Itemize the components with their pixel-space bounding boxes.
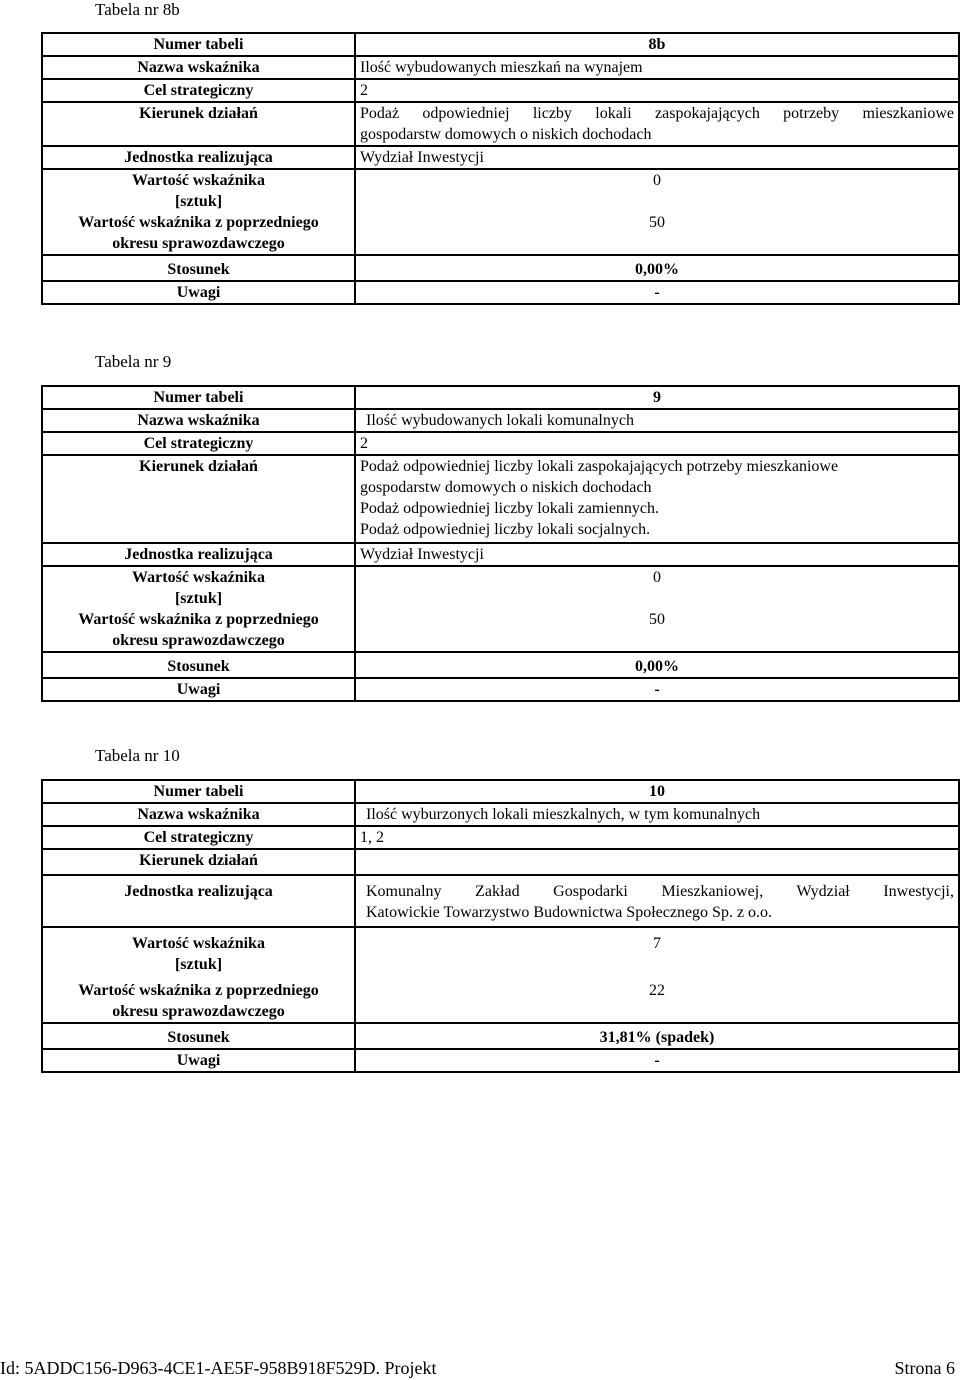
value-jednostka bbox=[355, 875, 959, 927]
value-wartosc: 0 bbox=[653, 569, 661, 586]
label-poprzednia bbox=[42, 609, 355, 652]
value-kierunek bbox=[355, 455, 959, 543]
label-kierunek: Kierunek działań bbox=[42, 102, 355, 146]
value-kierunek bbox=[355, 102, 959, 146]
value-nazwa: Ilość wyburzonych lokali mieszkalnych, w tym komunalnych bbox=[366, 806, 761, 823]
row-poprzednia bbox=[42, 975, 959, 1023]
value-stosunek: 0,00% bbox=[635, 261, 679, 278]
value-numer-tabeli: 10 bbox=[649, 783, 665, 800]
value-cel: 1, 2 bbox=[360, 829, 384, 846]
label-wartosc-unit: [sztuk] bbox=[174, 590, 223, 607]
label-wartosc-line: Wartość wskaźnika bbox=[132, 935, 265, 952]
label-wartosc-line: Wartość wskaźnika bbox=[132, 172, 265, 189]
label-wartosc bbox=[42, 169, 355, 212]
label-wartosc-unit: [sztuk] bbox=[174, 193, 223, 210]
row-kierunek bbox=[42, 849, 959, 875]
kierunek-line: Podaż odpowiedniej liczby lokali zaspokajających potrzeby mieszkaniowe bbox=[360, 105, 954, 122]
kierunek-line: gospodarstw domowych o niskich dochodach bbox=[360, 479, 652, 496]
label-uwagi: Uwagi bbox=[42, 281, 355, 304]
value-poprzednia: 50 bbox=[649, 214, 665, 231]
value-cel: 2 bbox=[360, 82, 368, 99]
row-uwagi bbox=[42, 678, 959, 701]
value-stosunek: 0,00% bbox=[635, 658, 679, 675]
kierunek-line: Podaż odpowiedniej liczby lokali socjalnych. bbox=[360, 521, 651, 538]
value-uwagi: - bbox=[654, 681, 660, 698]
value-jednostka: Wydział Inwestycji bbox=[360, 149, 484, 166]
label-numer-tabeli: Numer tabeli bbox=[42, 33, 355, 56]
label-jednostka: Jednostka realizująca bbox=[42, 146, 355, 169]
label-cel: Cel strategiczny bbox=[42, 79, 355, 102]
row-nazwa bbox=[42, 803, 959, 826]
label-stosunek: Stosunek bbox=[42, 1023, 355, 1049]
label-wartosc bbox=[42, 566, 355, 609]
value-wartosc: 7 bbox=[653, 935, 661, 952]
label-poprzednia-line: okresu sprawozdawczego bbox=[112, 632, 285, 649]
jednostka-line: Katowickie Towarzystwo Budownictwa Społecznego Sp. z o.o. bbox=[366, 904, 773, 921]
value-poprzednia: 22 bbox=[649, 982, 665, 999]
label-cel: Cel strategiczny bbox=[42, 432, 355, 455]
table-8b-caption: Tabela nr 8b bbox=[95, 0, 180, 19]
label-wartosc bbox=[42, 927, 355, 975]
label-cel: Cel strategiczny bbox=[42, 826, 355, 849]
label-poprzednia-line: okresu sprawozdawczego bbox=[112, 1003, 285, 1020]
label-poprzednia bbox=[42, 212, 355, 255]
label-wartosc-line: Wartość wskaźnika bbox=[132, 569, 265, 586]
page-number: Strona 6 bbox=[894, 1358, 955, 1378]
table-10-caption: Tabela nr 10 bbox=[95, 746, 180, 765]
row-stosunek bbox=[42, 652, 959, 678]
kierunek-line: Podaż odpowiedniej liczby lokali zaspokajających potrzeby mieszkaniowe bbox=[360, 458, 839, 475]
label-stosunek: Stosunek bbox=[42, 652, 355, 678]
value-numer-tabeli: 8b bbox=[648, 36, 666, 53]
label-stosunek: Stosunek bbox=[42, 255, 355, 281]
label-poprzednia-line: Wartość wskaźnika z poprzedniego bbox=[78, 611, 319, 628]
value-wartosc: 0 bbox=[653, 172, 661, 189]
label-poprzednia-line: Wartość wskaźnika z poprzedniego bbox=[78, 214, 319, 231]
row-stosunek bbox=[42, 255, 959, 281]
table-9-caption: Tabela nr 9 bbox=[95, 352, 172, 371]
label-numer-tabeli: Numer tabeli bbox=[42, 780, 355, 803]
value-kierunek bbox=[355, 849, 959, 875]
row-nazwa bbox=[42, 409, 959, 432]
label-poprzednia-line: Wartość wskaźnika z poprzedniego bbox=[78, 982, 319, 999]
document-id: Id: 5ADDC156-D963-4CE1-AE5F-958B918F529D. Projekt bbox=[0, 1358, 437, 1378]
label-poprzednia bbox=[42, 975, 355, 1023]
indicator-table-10 bbox=[41, 779, 960, 1073]
value-uwagi: - bbox=[654, 1052, 660, 1069]
row-cel bbox=[42, 79, 959, 102]
value-numer-tabeli: 9 bbox=[653, 389, 661, 406]
value-uwagi: - bbox=[654, 284, 660, 301]
label-jednostka: Jednostka realizująca bbox=[42, 875, 355, 927]
value-stosunek: 31,81% (spadek) bbox=[599, 1029, 715, 1046]
label-nazwa: Nazwa wskaźnika bbox=[42, 56, 355, 79]
row-jednostka bbox=[42, 146, 959, 169]
label-numer-tabeli: Numer tabeli bbox=[42, 386, 355, 409]
row-jednostka bbox=[42, 875, 959, 927]
row-cel bbox=[42, 826, 959, 849]
label-uwagi: Uwagi bbox=[42, 1049, 355, 1072]
row-wartosc bbox=[42, 927, 959, 975]
label-poprzednia-line: okresu sprawozdawczego bbox=[112, 235, 285, 252]
row-uwagi bbox=[42, 1049, 959, 1072]
value-nazwa: Ilość wybudowanych lokali komunalnych bbox=[366, 412, 634, 429]
label-nazwa: Nazwa wskaźnika bbox=[42, 409, 355, 432]
row-uwagi bbox=[42, 281, 959, 304]
row-kierunek bbox=[42, 455, 959, 543]
indicator-table-9 bbox=[41, 385, 960, 702]
label-kierunek: Kierunek działań bbox=[42, 455, 355, 543]
row-numer-tabeli bbox=[42, 780, 959, 803]
label-uwagi: Uwagi bbox=[42, 678, 355, 701]
row-poprzednia bbox=[42, 609, 959, 652]
value-poprzednia: 50 bbox=[649, 611, 665, 628]
row-wartosc bbox=[42, 169, 959, 212]
row-poprzednia bbox=[42, 212, 959, 255]
row-numer-tabeli bbox=[42, 33, 959, 56]
row-kierunek bbox=[42, 102, 959, 146]
row-nazwa bbox=[42, 56, 959, 79]
jednostka-line: Komunalny Zakład Gospodarki Mieszkaniowej, Wydział Inwestycji, bbox=[366, 883, 954, 900]
label-nazwa: Nazwa wskaźnika bbox=[42, 803, 355, 826]
indicator-table-8b bbox=[41, 32, 960, 305]
row-cel bbox=[42, 432, 959, 455]
row-jednostka bbox=[42, 543, 959, 566]
label-jednostka: Jednostka realizująca bbox=[42, 543, 355, 566]
row-numer-tabeli bbox=[42, 386, 959, 409]
value-cel: 2 bbox=[360, 435, 368, 452]
value-nazwa: Ilość wybudowanych mieszkań na wynajem bbox=[360, 59, 643, 76]
kierunek-line: Podaż odpowiedniej liczby lokali zamiennych. bbox=[360, 500, 660, 517]
kierunek-line: gospodarstw domowych o niskich dochodach bbox=[360, 126, 652, 143]
row-wartosc bbox=[42, 566, 959, 609]
value-jednostka: Wydział Inwestycji bbox=[360, 546, 484, 563]
label-kierunek: Kierunek działań bbox=[42, 849, 355, 875]
label-wartosc-unit: [sztuk] bbox=[174, 956, 223, 973]
row-stosunek bbox=[42, 1023, 959, 1049]
